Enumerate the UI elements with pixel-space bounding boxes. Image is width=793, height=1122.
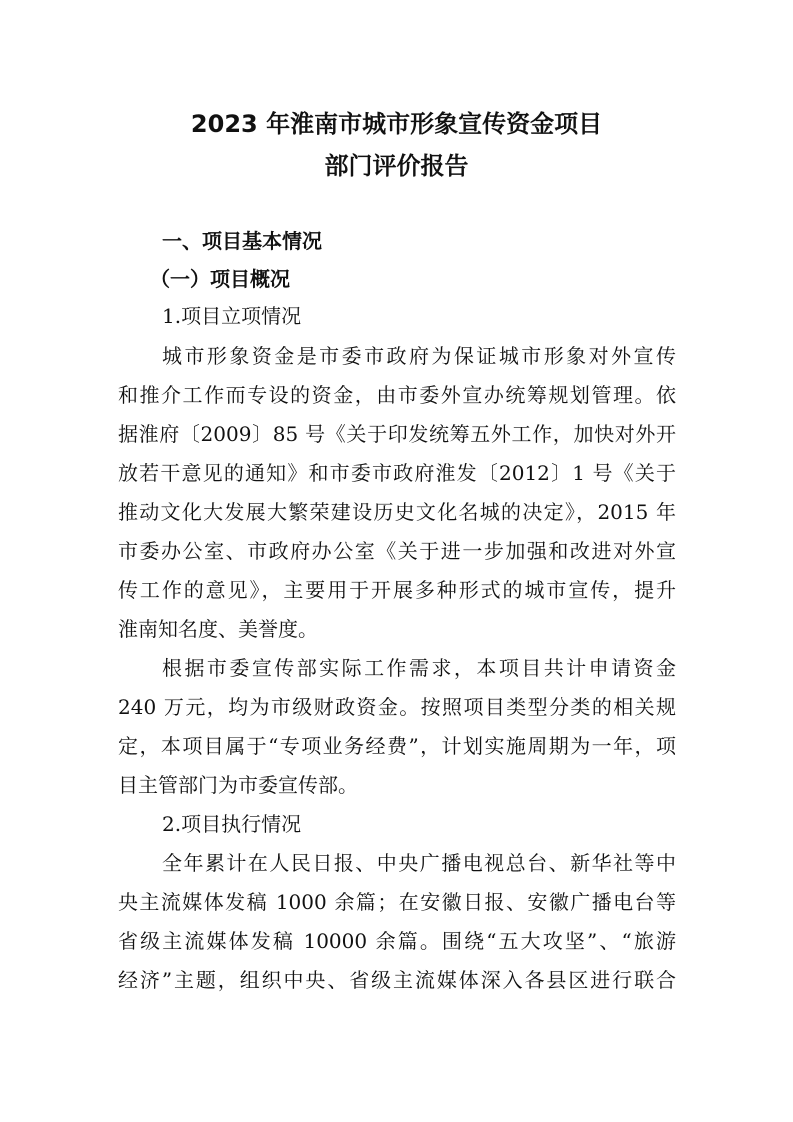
paragraph-line: 城市形象资金是市委市政府为保证城市形象对外宣传 bbox=[162, 344, 676, 368]
paragraph-line: 推动文化大发展大繁荣建设历史文化名城的决定》，2015 年 bbox=[118, 500, 676, 524]
paragraph-line: 央主流媒体发稿 1000 余篇；在安徽日报、安徽广播电台等 bbox=[118, 890, 676, 914]
paragraph-line: 经济”主题，组织中央、省级主流媒体深入各县区进行联合 bbox=[118, 968, 676, 992]
document-title-line-2: 部门评价报告 bbox=[324, 152, 469, 180]
paragraph-line: 240 万元，均为市级财政资金。按照项目类型分类的相关规 bbox=[118, 695, 676, 719]
paragraph-line: 市委办公室、市政府办公室《关于进一步加强和改进对外宣 bbox=[118, 539, 676, 563]
paragraph-line: 省级主流媒体发稿 10000 余篇。围绕“五大攻坚”、“旅游 bbox=[118, 929, 676, 953]
paragraph-line: 据淮府〔2009〕85 号《关于印发统筹五外工作，加快对外开 bbox=[118, 422, 676, 446]
subsection-heading: （一）项目概况 bbox=[150, 267, 290, 291]
section-heading: 一、项目基本情况 bbox=[162, 229, 322, 253]
paragraph-line: 根据市委宣传部实际工作需求，本项目共计申请资金 bbox=[162, 656, 676, 680]
paragraph-line: 定，本项目属于“专项业务经费”，计划实施周期为一年，项 bbox=[118, 734, 676, 758]
paragraph-line: 目主管部门为市委宣传部。 bbox=[118, 773, 358, 797]
item-heading: 1.项目立项情况 bbox=[162, 304, 302, 328]
document-title-line-1: 2023 年淮南市城市形象宣传资金项目 bbox=[190, 110, 603, 138]
item-heading: 2.项目执行情况 bbox=[162, 812, 302, 836]
paragraph-line: 全年累计在人民日报、中央广播电视总台、新华社等中 bbox=[162, 851, 676, 875]
paragraph-line: 传工作的意见》，主要用于开展多种形式的城市宣传，提升 bbox=[118, 578, 676, 602]
paragraph-line: 和推介工作而专设的资金，由市委外宣办统筹规划管理。依 bbox=[118, 383, 676, 407]
paragraph-line: 放若干意见的通知》和市委市政府淮发〔2012〕1 号《关于 bbox=[118, 461, 676, 485]
paragraph-line: 淮南知名度、美誉度。 bbox=[118, 617, 318, 641]
